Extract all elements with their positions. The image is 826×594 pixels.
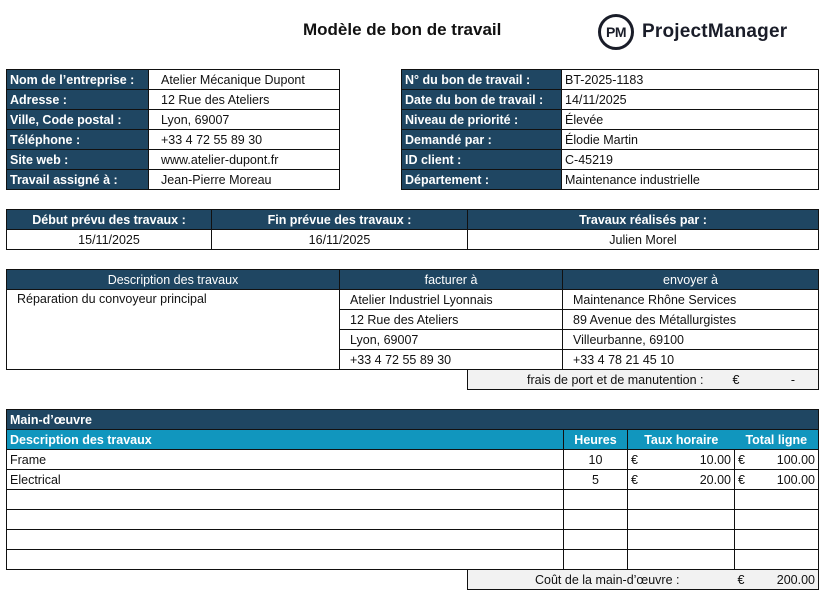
company-row xyxy=(7,150,340,170)
company-row xyxy=(7,70,340,90)
labor-col-rate: Taux horaire xyxy=(628,430,735,450)
labor-desc[interactable] xyxy=(7,490,564,510)
order-row xyxy=(402,70,819,90)
shipping-fee-label: frais de port et de manutention : xyxy=(468,370,730,390)
ship-to-line[interactable]: Maintenance Rhône Services xyxy=(563,290,819,310)
order-date-value[interactable]: 14/11/2025 xyxy=(562,90,819,110)
shipping-fee-value[interactable]: - xyxy=(790,372,795,387)
company-row xyxy=(7,110,340,130)
labor-desc[interactable]: Frame xyxy=(7,450,564,470)
labor-hours[interactable] xyxy=(564,530,628,550)
city-zip-value[interactable]: Lyon, 69007 xyxy=(149,110,340,130)
bill-to-line[interactable]: +33 4 72 55 89 30 xyxy=(340,350,563,370)
rate-currency: € xyxy=(631,452,638,467)
logo-text: ProjectManager xyxy=(642,21,788,42)
department-value[interactable]: Maintenance industrielle xyxy=(562,170,819,190)
description-table xyxy=(6,269,819,370)
labor-row xyxy=(7,530,819,550)
labor-hours[interactable] xyxy=(564,510,628,530)
page-title: Modèle de bon de travail xyxy=(303,20,502,39)
company-row xyxy=(7,170,340,190)
performed-by-value[interactable]: Julien Morel xyxy=(468,230,819,250)
order-row xyxy=(402,130,819,150)
address-label: Adresse : xyxy=(7,90,149,110)
ship-to-line[interactable]: +33 4 78 21 45 10 xyxy=(563,350,819,370)
schedule-table xyxy=(6,209,819,250)
total-currency: € xyxy=(738,472,745,487)
requested-by-label: Demandé par : xyxy=(402,130,562,150)
labor-title: Main-d’œuvre xyxy=(7,410,819,430)
order-row xyxy=(402,90,819,110)
description-header: Description des travaux xyxy=(7,270,340,290)
labor-desc[interactable] xyxy=(7,510,564,530)
work-description-value[interactable]: Réparation du convoyeur principal xyxy=(7,290,340,370)
priority-value[interactable]: Élevée xyxy=(562,110,819,130)
website-value[interactable]: www.atelier-dupont.fr xyxy=(149,150,340,170)
address-value[interactable]: 12 Rue des Ateliers xyxy=(149,90,340,110)
labor-hours[interactable] xyxy=(564,490,628,510)
bill-to-line[interactable]: 12 Rue des Ateliers xyxy=(340,310,563,330)
labor-row xyxy=(7,450,819,470)
company-info-table xyxy=(6,69,340,190)
labor-row xyxy=(7,550,819,570)
labor-col-total: Total ligne xyxy=(735,430,819,450)
phone-value[interactable]: +33 4 72 55 89 30 xyxy=(149,130,340,150)
end-date-header: Fin prévue des travaux : xyxy=(212,210,468,230)
labor-table xyxy=(6,409,819,570)
labor-hours[interactable]: 10 xyxy=(564,450,628,470)
labor-total-row xyxy=(467,569,819,590)
ship-to-line[interactable]: 89 Avenue des Métallurgistes xyxy=(563,310,819,330)
labor-total: 100.00 xyxy=(776,452,816,467)
assigned-to-label: Travail assigné à : xyxy=(7,170,149,190)
phone-label: Téléphone : xyxy=(7,130,149,150)
labor-col-description: Description des travaux xyxy=(7,430,564,450)
company-name-value[interactable]: Atelier Mécanique Dupont xyxy=(149,70,340,90)
ship-to-line[interactable]: Villeurbanne, 69100 xyxy=(563,330,819,350)
order-date-label: Date du bon de travail : xyxy=(402,90,562,110)
ship-to-header: envoyer à xyxy=(563,270,819,290)
assigned-to-value[interactable]: Jean-Pierre Moreau xyxy=(149,170,340,190)
labor-rate[interactable]: 20.00 xyxy=(699,472,731,487)
labor-col-hours: Heures xyxy=(564,430,628,450)
order-row xyxy=(402,110,819,130)
requested-by-value[interactable]: Élodie Martin xyxy=(562,130,819,150)
order-number-label: N° du bon de travail : xyxy=(402,70,562,90)
order-number-value[interactable]: BT-2025-1183 xyxy=(562,70,819,90)
company-row xyxy=(7,90,340,110)
rate-currency: € xyxy=(631,472,638,487)
order-info-table xyxy=(401,69,819,190)
labor-total: 100.00 xyxy=(776,472,816,487)
labor-desc[interactable] xyxy=(7,550,564,570)
client-id-label: ID client : xyxy=(402,150,562,170)
labor-desc[interactable]: Electrical xyxy=(7,470,564,490)
labor-rate[interactable]: 10.00 xyxy=(699,452,731,467)
bill-to-line[interactable]: Lyon, 69007 xyxy=(340,330,563,350)
shipping-fee-currency: € xyxy=(732,372,740,387)
shipping-fee-row xyxy=(467,369,819,390)
labor-total-label: Coût de la main-d’œuvre : xyxy=(468,570,735,590)
logo xyxy=(598,14,787,50)
company-row xyxy=(7,130,340,150)
department-label: Département : xyxy=(402,170,562,190)
total-currency: € xyxy=(738,452,745,467)
priority-label: Niveau de priorité : xyxy=(402,110,562,130)
order-row xyxy=(402,150,819,170)
performed-by-header: Travaux réalisés par : xyxy=(468,210,819,230)
bill-to-line[interactable]: Atelier Industriel Lyonnais xyxy=(340,290,563,310)
city-zip-label: Ville, Code postal : xyxy=(7,110,149,130)
labor-row xyxy=(7,510,819,530)
labor-row xyxy=(7,490,819,510)
labor-row xyxy=(7,470,819,490)
client-id-value[interactable]: C-45219 xyxy=(562,150,819,170)
pm-logo-icon: PM xyxy=(598,14,634,50)
website-label: Site web : xyxy=(7,150,149,170)
start-date-header: Début prévu des travaux : xyxy=(7,210,212,230)
labor-hours[interactable] xyxy=(564,550,628,570)
start-date-value[interactable]: 15/11/2025 xyxy=(7,230,212,250)
labor-total-value: 200.00 xyxy=(776,572,815,587)
labor-total-currency: € xyxy=(737,572,745,587)
labor-desc[interactable] xyxy=(7,530,564,550)
company-name-label: Nom de l’entreprise : xyxy=(7,70,149,90)
labor-hours[interactable]: 5 xyxy=(564,470,628,490)
order-row xyxy=(402,170,819,190)
end-date-value[interactable]: 16/11/2025 xyxy=(212,230,468,250)
bill-to-header: facturer à xyxy=(340,270,563,290)
